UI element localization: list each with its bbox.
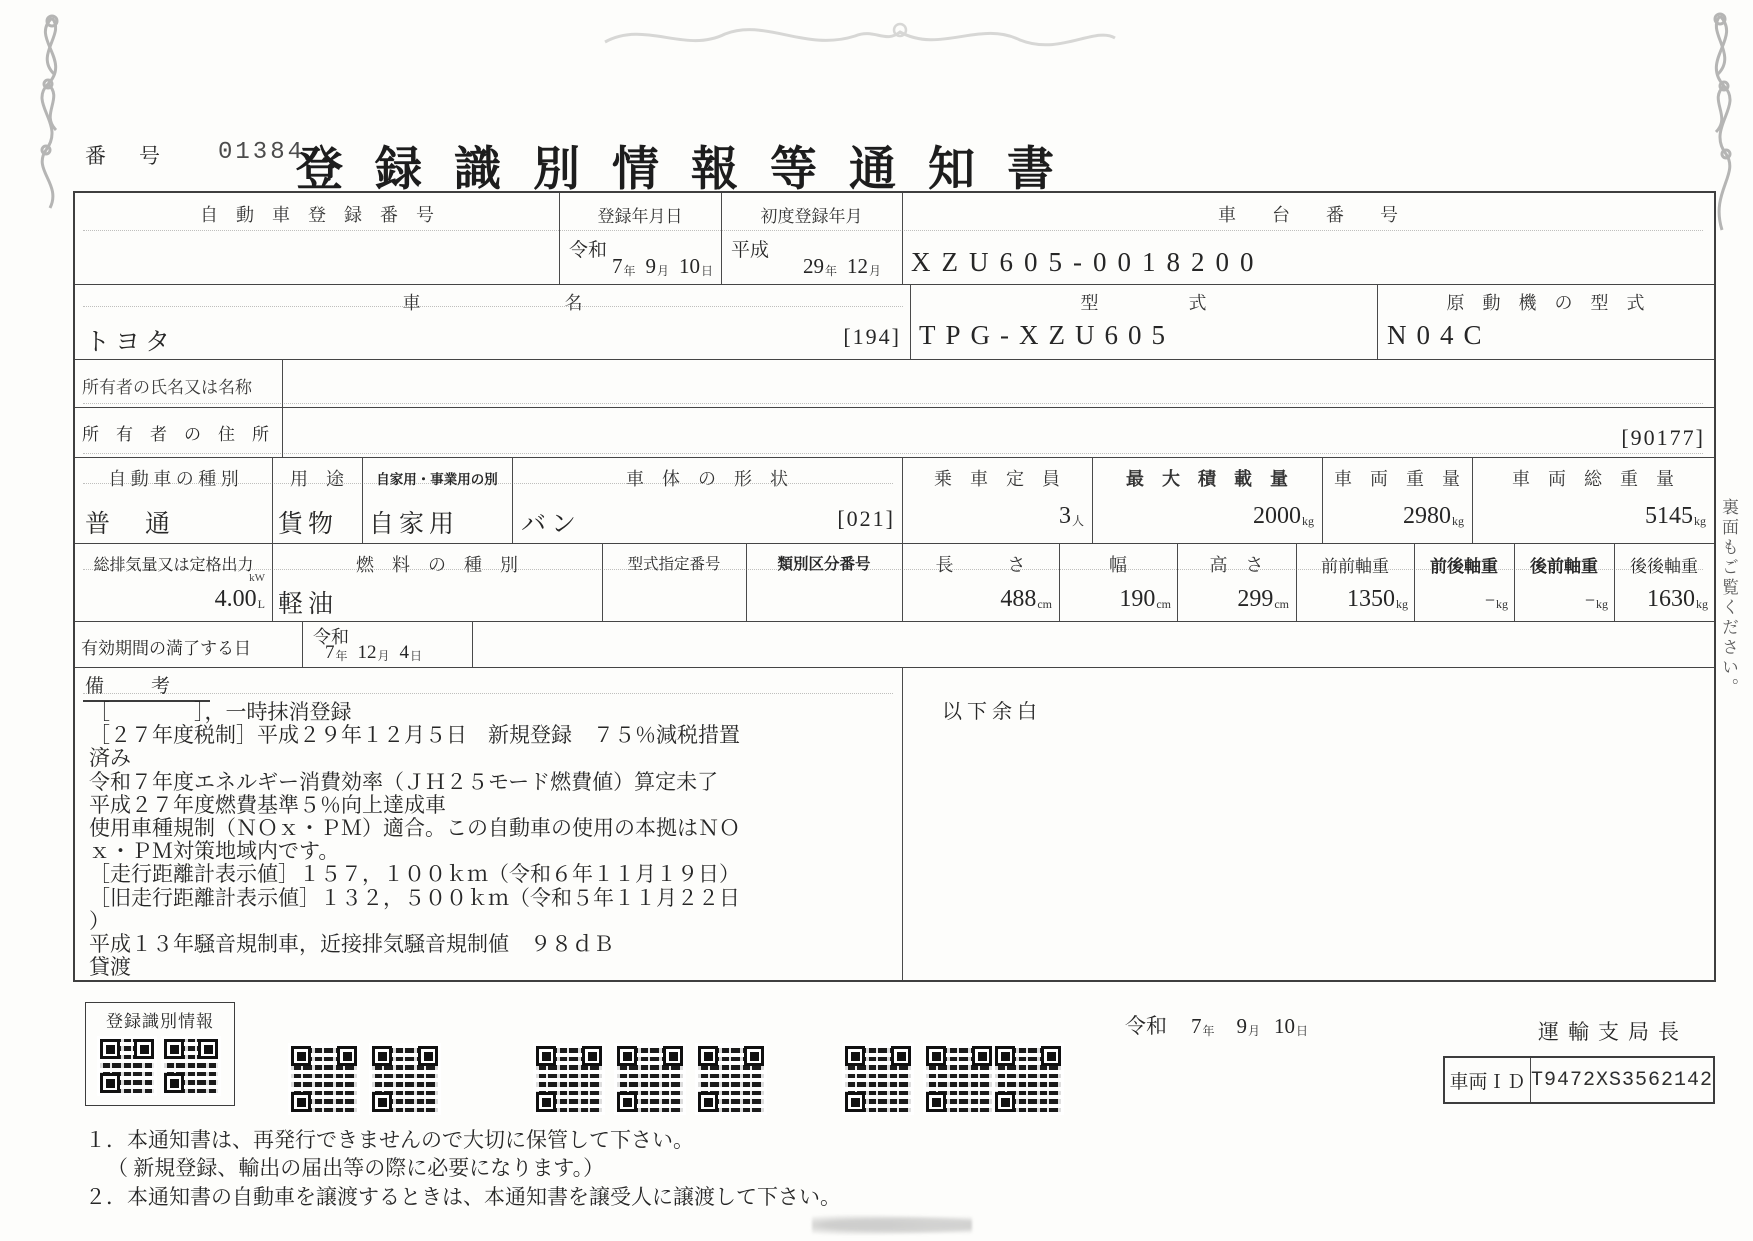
capacity-label: 乗 車 定 員 <box>934 469 1060 489</box>
corner-flourish-left <box>20 12 82 212</box>
body-shape-value: バン <box>521 511 582 538</box>
registration-id-box <box>85 1002 235 1106</box>
reg-number-label: 自 動 車 登 録 番 号 <box>200 205 434 225</box>
qr-code <box>995 1046 1061 1112</box>
fuel-type-value: 軽油 <box>278 591 339 618</box>
width-label: 幅 <box>1109 555 1127 575</box>
vehicle-weight-label: 車 両 重 量 <box>1334 469 1460 489</box>
expiry-label: 有効期間の満了する日 <box>81 639 251 658</box>
qr-code <box>100 1039 154 1093</box>
scan-artifact-line <box>83 230 1703 231</box>
body-shape-code: [021] <box>837 506 895 531</box>
footer-note: １．本通知書は、再発行できませんので大切に保管して下さい。 <box>85 1128 694 1152</box>
length-label: 長 さ <box>935 555 1026 575</box>
expiry-era: 令和 <box>313 627 349 647</box>
registration-id-box-label: 登録識別情報 <box>106 1012 214 1031</box>
axle-front-front-label: 前前軸重 <box>1321 557 1389 576</box>
vehicle-id-label: 車両ＩＤ <box>1445 1058 1531 1102</box>
remarks-text-block <box>89 701 895 979</box>
blank-below-note: 以下余白 <box>942 701 1042 723</box>
qr-code <box>372 1046 438 1112</box>
private-business-value: 自家用 <box>369 511 460 538</box>
table-line <box>75 667 472 668</box>
table-line <box>472 667 1714 668</box>
class-number-label: 類別区分番号 <box>777 556 871 573</box>
expiry-date-value: 7年 12月 4日 <box>325 642 423 663</box>
reg-date-era: 令和 <box>569 240 608 261</box>
vehicle-id-value: T9472XS3562142 <box>1530 1068 1713 1092</box>
use-value: 貨物 <box>278 511 339 538</box>
table-line <box>75 359 1714 360</box>
table-line <box>75 457 1714 458</box>
axle-rear-rear-value: 1630kg <box>1647 586 1708 612</box>
axle-rear-rear-label: 後後軸重 <box>1630 557 1698 576</box>
private-business-label: 自家用・事業用の別 <box>376 472 498 487</box>
width-value: 190cm <box>1119 586 1171 612</box>
vehicle-type-value: 普 通 <box>85 511 176 538</box>
table-line <box>902 667 903 980</box>
remarks-line: 平成１３年騒音規制車，近接排気騒音規制値 ９８ｄＢ <box>89 931 614 956</box>
vehicle-weight-value: 2980kg <box>1403 503 1464 529</box>
remarks-label: 備 考 <box>83 671 210 702</box>
chassis-number-label: 車 台 番 号 <box>1218 205 1398 225</box>
vehicle-name-code: [194] <box>843 324 901 349</box>
remarks-line: 済み <box>89 746 131 771</box>
first-reg-label: 初度登録年月 <box>760 207 863 226</box>
vehicle-name-label: 車 名 <box>402 293 583 313</box>
footer-note: （ 新規登録、輸出の届出等の際に必要になります。） <box>107 1156 605 1180</box>
qr-code <box>617 1046 683 1112</box>
table-line <box>302 621 303 667</box>
capacity-value: 3人 <box>1058 503 1084 529</box>
remarks-line: 貸渡 <box>89 955 131 980</box>
chassis-number-value: XZU605-0018200 <box>911 247 1265 277</box>
kilowatt-unit-note: kW <box>249 572 265 584</box>
owner-name-label: 所有者の氏名又は名称 <box>82 378 252 397</box>
table-line <box>75 543 1714 544</box>
gross-weight-value: 5145kg <box>1645 503 1706 529</box>
axle-front-rear-value: −kg <box>1484 590 1508 611</box>
top-garland-ornament <box>600 14 1120 58</box>
doc-number-value: 01384 <box>218 139 306 166</box>
page-title: 登録識別情報等通知書 <box>296 144 1086 196</box>
qr-code <box>164 1039 218 1093</box>
scan-artifact-line <box>83 403 1703 404</box>
first-reg-value: 29年 12月 <box>802 254 881 278</box>
qr-code <box>926 1046 992 1112</box>
displacement-label: 総排気量又は定格出力 <box>93 557 254 574</box>
engine-model-value: N04C <box>1387 320 1492 350</box>
owner-address-code: [90177] <box>1621 425 1705 450</box>
axle-rear-front-value: −kg <box>1584 590 1608 611</box>
first-reg-era: 平成 <box>731 240 770 261</box>
height-value: 299cm <box>1237 586 1289 612</box>
type-approval-label: 型式指定番号 <box>627 556 721 573</box>
model-value: TPG-XZU605 <box>919 320 1175 350</box>
scan-artifact-line <box>83 453 1703 454</box>
stamp-artifact <box>812 1212 972 1238</box>
vehicle-id-box <box>1443 1056 1715 1104</box>
see-reverse-side-note: 裏面もご覧ください。 <box>1719 498 1738 698</box>
length-value: 488cm <box>1000 586 1052 612</box>
gross-weight-label: 車 両 総 重 量 <box>1512 469 1674 489</box>
doc-number-label: 番 号 <box>85 144 166 168</box>
max-load-label: 最 大 積 載 量 <box>1126 469 1288 489</box>
registration-table <box>73 191 1716 982</box>
qr-code <box>291 1046 357 1112</box>
table-line <box>75 407 1714 408</box>
table-line <box>282 359 283 407</box>
table-line <box>75 284 1714 285</box>
reg-date-label: 登録年月日 <box>597 207 683 226</box>
footer-note: ２．本通知書の自動車を譲渡するときは、本通知書を譲受人に譲渡して下さい。 <box>85 1185 841 1209</box>
model-label: 型 式 <box>1080 293 1207 313</box>
remarks-line: ［ ］，一時抹消登録 <box>89 700 352 724</box>
remarks-line: ｘ・ＰＭ対策地域内です。 <box>89 839 340 864</box>
remarks-line: ［旧走行距離計表示値］１３２，５００ｋｍ（令和５年１１月２２日 <box>89 885 740 910</box>
axle-rear-front-label: 後前軸重 <box>1530 557 1598 576</box>
vehicle-type-label: 自 動 車 の 種 別 <box>108 469 239 489</box>
remarks-line: ［２７年度税制］平成２９年１２月５日 新規登録 ７５％減税措置 <box>89 723 740 748</box>
qr-code <box>845 1046 911 1112</box>
remarks-line: 令和７年度エネルギー消費効率（ＪＨ２５モード燃費値）算定未了 <box>89 769 719 794</box>
remarks-line: 使用車種規制（ＮＯｘ・ＰＭ）適合。この自動車の使用の本拠はＮＯ <box>89 815 740 840</box>
owner-address-label: 所 有 者 の 住 所 <box>82 425 269 444</box>
table-line <box>472 621 473 667</box>
remarks-line: ） <box>89 908 110 933</box>
transport-authority-label: 運輸支局長 <box>1538 1020 1688 1044</box>
reg-date-value: 7年 9月 10日 <box>611 254 713 278</box>
issue-date: 令和 7年 9月 10日 <box>1125 1014 1309 1038</box>
vehicle-name-value: トヨタ <box>85 329 176 356</box>
remarks-line: 平成２７年度燃費基準５％向上達成車 <box>89 792 446 817</box>
height-label: 高 さ <box>1209 555 1264 575</box>
engine-model-label: 原 動 機 の 型 式 <box>1446 293 1645 313</box>
table-line <box>75 621 1714 622</box>
qr-code <box>536 1046 602 1112</box>
use-label: 用 途 <box>290 469 344 489</box>
body-shape-label: 車 体 の 形 状 <box>626 469 788 489</box>
qr-code <box>698 1046 764 1112</box>
axle-front-front-value: 1350kg <box>1347 586 1408 612</box>
max-load-value: 2000kg <box>1253 503 1314 529</box>
axle-front-rear-label: 前後軸重 <box>1430 557 1498 576</box>
table-line <box>282 407 283 457</box>
fuel-type-label: 燃 料 の 種 別 <box>356 555 518 575</box>
remarks-line: ［走行距離計表示値］１５７，１００ｋｍ（令和６年１１月１９日） <box>89 862 740 887</box>
displacement-value: 4.00L <box>214 586 265 612</box>
